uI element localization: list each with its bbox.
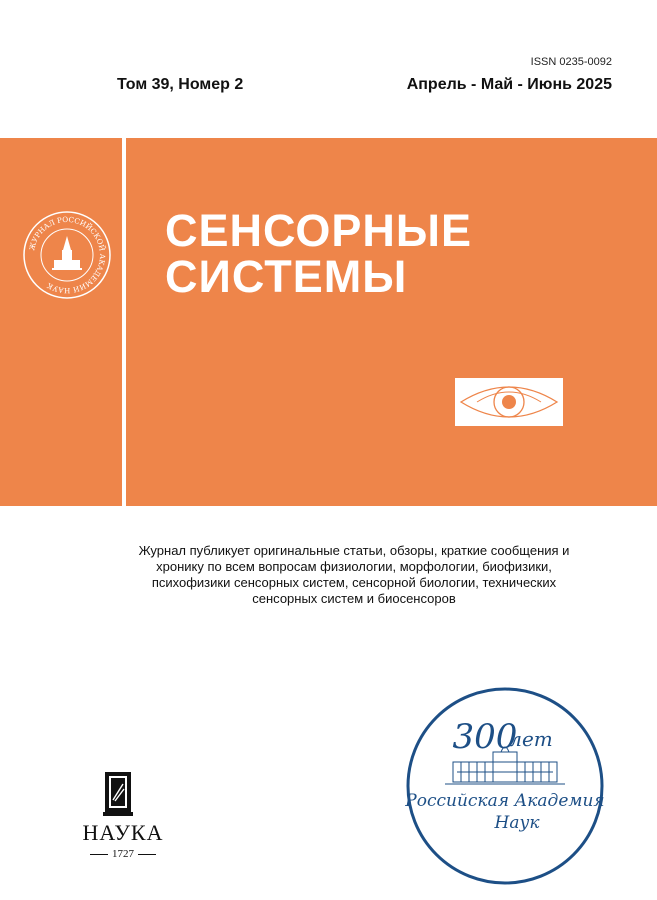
title-line-2: СИСТЕМЫ [165, 251, 408, 302]
divider-line [122, 138, 126, 506]
eye-logo-icon [455, 378, 563, 426]
journal-description: Журнал публикует оригинальные статьи, обзоры, краткие сообщения и хронику по всем вопросам физиологии, морфологии, биофизики, психофизики сенсорных систем, сенсорной биологии, технических сенсорных систем и биосенсоров [138, 543, 570, 606]
anniversary-line-2: Наук [494, 813, 540, 833]
issn-label: ISSN 0235-0092 [530, 56, 612, 68]
anniversary-word: лет [509, 727, 553, 751]
anniversary-seal-icon [405, 686, 605, 886]
volume-number: Том 39, Номер 2 [117, 76, 244, 93]
journal-title [165, 205, 472, 302]
year-dash-right [138, 854, 156, 855]
academy-seal-icon [22, 210, 112, 300]
issue-date: Апрель - Май - Июнь 2025 [406, 76, 612, 93]
publisher-year-value: 1727 [112, 848, 134, 860]
cover-band [0, 138, 657, 506]
svg-text:ЖУРНАЛ РОССИЙСКОЙ АКАДЕМИИ: ЖУРНАЛ РОССИЙСКОЙ АКАДЕМИИ НАУК [27, 214, 108, 296]
anniversary-line-1: Российская Академия [405, 791, 605, 811]
title-line-1: СЕНСОРНЫЕ [165, 205, 472, 256]
year-dash-left [90, 854, 108, 855]
publisher-name: НАУКА [82, 820, 164, 845]
publisher-year [78, 848, 168, 860]
publisher-book-icon [102, 770, 136, 818]
anniversary-number: 300 [452, 717, 518, 757]
